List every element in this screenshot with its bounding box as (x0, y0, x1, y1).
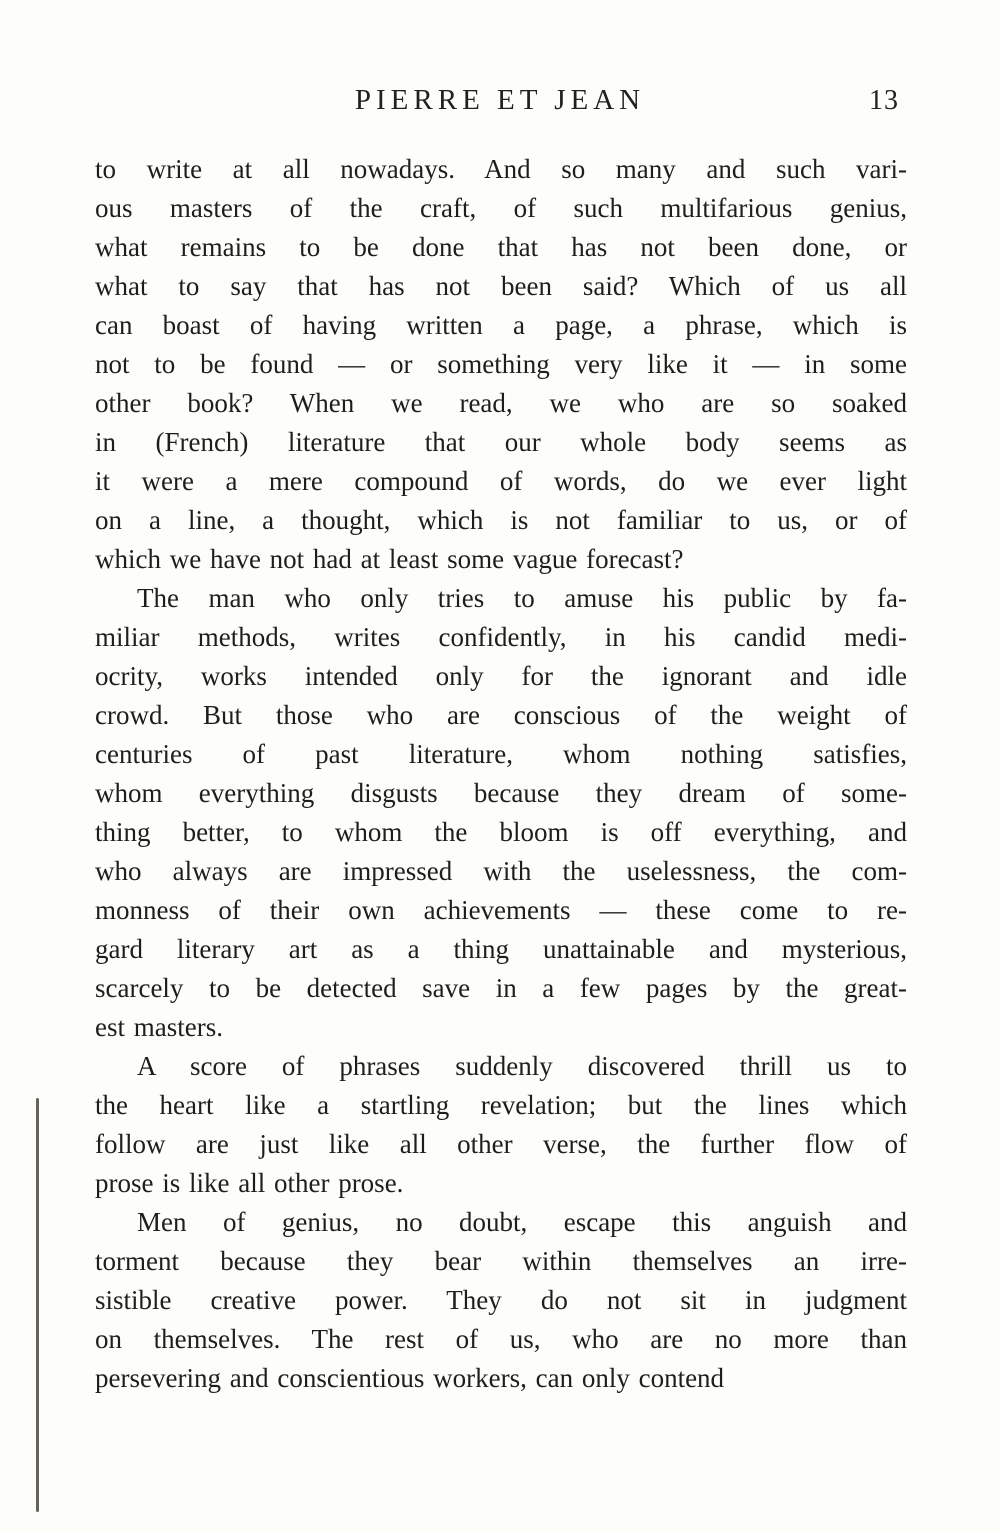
text-line: who always are impressed with the uselessness, the com- (95, 856, 907, 886)
paragraph (95, 1047, 907, 1203)
text-line: A score of phrases suddenly discovered thrill us to (137, 1051, 907, 1081)
text-line: sistible creative power. They do not sit in judgment (95, 1285, 907, 1315)
paragraph (95, 579, 907, 1047)
text-line: est masters. (95, 1012, 223, 1042)
text-line: centuries of past literature, whom nothing satisfies, (95, 739, 907, 769)
text-line: torment because they bear within themselves an irre- (95, 1246, 907, 1276)
text-line: on themselves. The rest of us, who are no more than (95, 1324, 907, 1354)
text-line: The man who only tries to amuse his public by fa- (137, 583, 907, 613)
text-line: not to be found — or something very like it — in some (95, 349, 907, 379)
text-line: monness of their own achievements — these come to re- (95, 895, 907, 925)
text-line: gard literary art as a thing unattainable and mysterious, (95, 934, 907, 964)
text-line: which we have not had at least some vague forecast? (95, 544, 684, 574)
text-line: what to say that has not been said? Which of us all (95, 271, 907, 301)
text-line: crowd. But those who are conscious of the weight of (95, 700, 907, 730)
page-body (95, 150, 907, 1398)
text-line: ous masters of the craft, of such multifarious genius, (95, 193, 907, 223)
text-line: what remains to be done that has not been done, or (95, 232, 907, 262)
text-line: the heart like a startling revelation; but the lines which (95, 1090, 907, 1120)
page-header (95, 84, 905, 124)
page-number: 13 (869, 85, 899, 116)
text-line: it were a mere compound of words, do we ever light (95, 466, 907, 496)
text-line: Men of genius, no doubt, escape this anguish and (137, 1207, 907, 1237)
text-line: ocrity, works intended only for the ignorant and idle (95, 661, 907, 691)
paragraph (95, 1203, 907, 1398)
running-title: PIERRE ET JEAN (354, 84, 646, 116)
text-line: whom everything disgusts because they dream of some- (95, 778, 907, 808)
text-line: scarcely to be detected save in a few pages by the great- (95, 973, 907, 1003)
text-line: miliar methods, writes confidently, in his candid medi- (95, 622, 907, 652)
text-line: follow are just like all other verse, the further flow of (95, 1129, 907, 1159)
text-line: on a line, a thought, which is not familiar to us, or of (95, 505, 907, 535)
text-line: to write at all nowadays. And so many and such vari- (95, 154, 907, 184)
text-line: other book? When we read, we who are so soaked (95, 388, 907, 418)
paragraph (95, 150, 907, 579)
scan-artifact-line (36, 1098, 39, 1512)
text-line: can boast of having written a page, a phrase, which is (95, 310, 907, 340)
text-line: persevering and conscientious workers, can only contend (95, 1363, 725, 1393)
text-line: in (French) literature that our whole body seems as (95, 427, 907, 457)
text-line: thing better, to whom the bloom is off everything, and (95, 817, 907, 847)
text-line: prose is like all other prose. (95, 1168, 404, 1198)
